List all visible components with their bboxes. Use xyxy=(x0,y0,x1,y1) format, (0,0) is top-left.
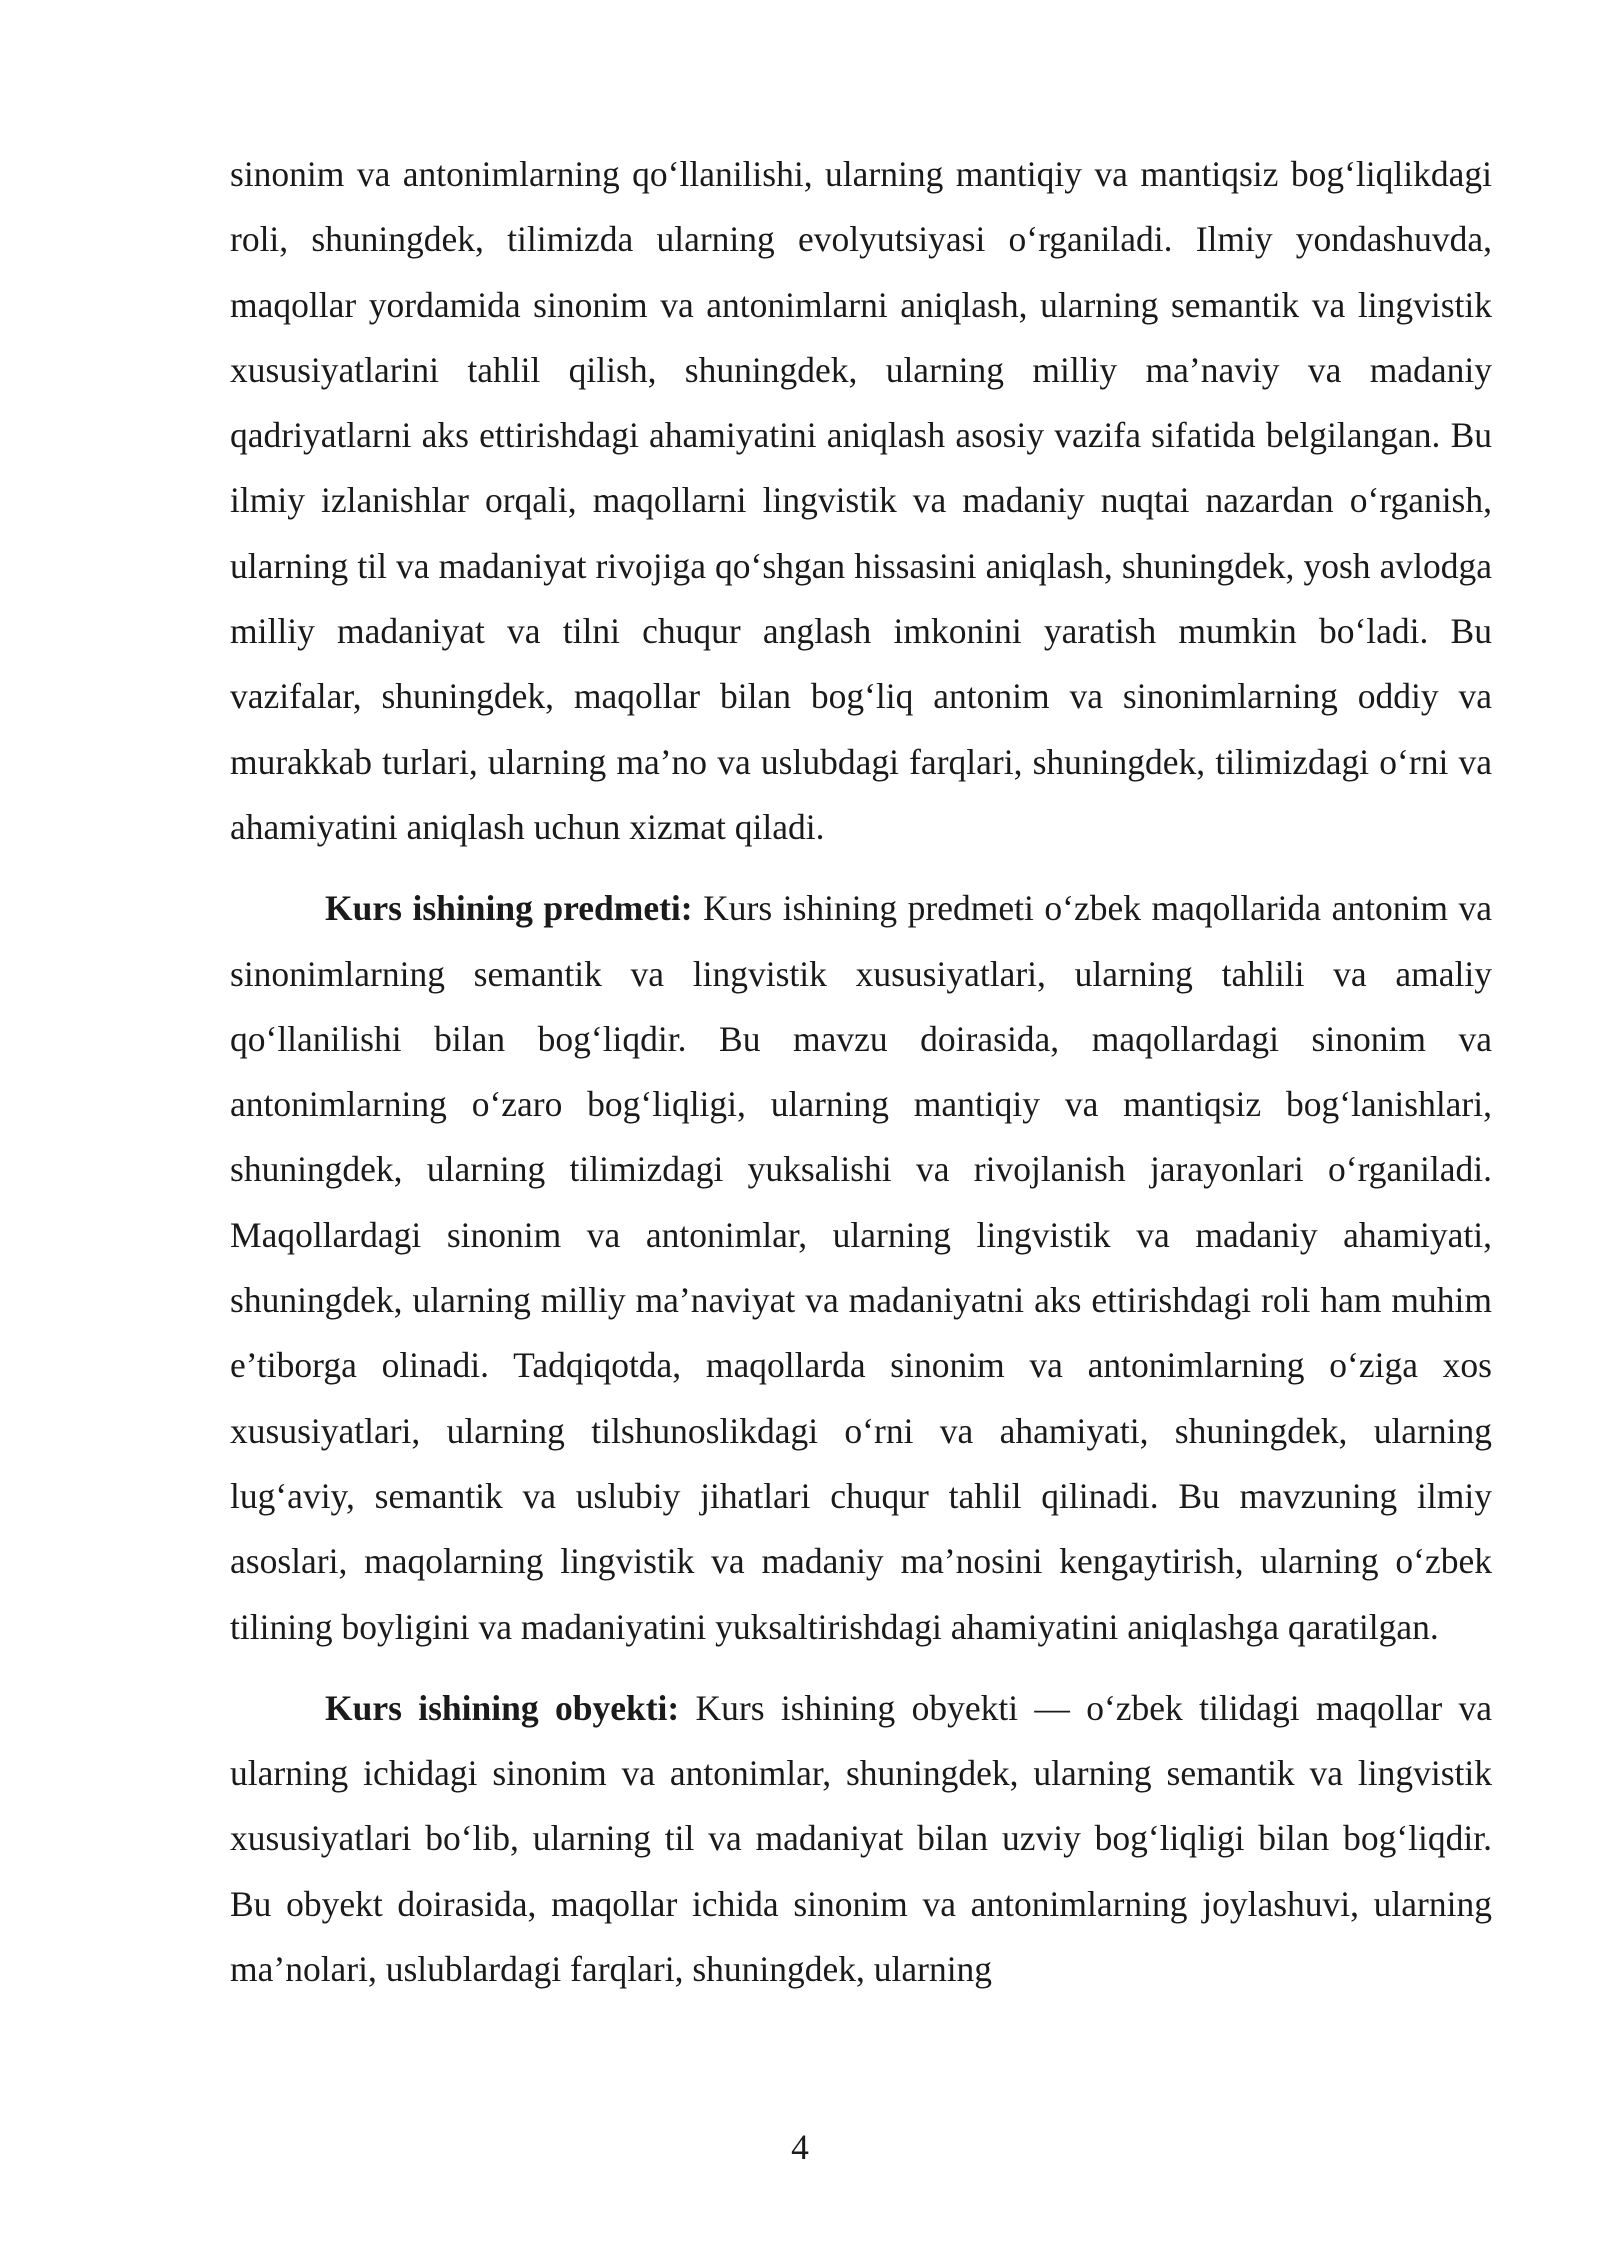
paragraph-text: Kurs ishining predmeti o‘zbek maqollarida antonim va sinonimlarning semantik va lingvistik xususiyatlari, ularning tahlili va amaliy qo‘llanilishi bilan bog‘liqdir. Bu mavzu doirasida, maqollardagi sinonim va antonimlarning o‘zaro bog‘liqligi, ularning mantiqiy va mantiqsiz bog‘lanishlari, shuningdek, ularning tilimizdagi yuksalishi va rivojlanish jarayonlari o‘rganiladi. Maqollardagi sinonim va antonimlar, ularning lingvistik va madaniy ahamiyati, shuningdek, ularning milliy ma’naviyat va madaniyatni aks ettirishdagi roli ham muhim e’tiborga olinadi. Tadqiqotda, maqollarda sinonim va antonimlarning o‘ziga xos xususiyatlari, ularning tilshunoslikdagi o‘rni va ahamiyati, shuningdek, ularning lug‘aviy, semantik va uslubiy jihatlari chuqur tahlil qilinadi. Bu mavzuning ilmiy asoslari, maqolarning lingvistik va madaniy ma’nosini kengaytirish, ularning o‘zbek tilining boyligini va madaniyatini yuksaltirishdagi ahamiyatini aniqlashga qaratilgan. xyxy=(230,888,1492,1647)
page-number: 4 xyxy=(791,2127,809,2167)
section-heading-object: Kurs ishining obyekti: xyxy=(325,1687,680,1728)
section-heading-subject: Kurs ishining predmeti: xyxy=(325,888,693,929)
paragraph-text: sinonim va antonimlarning qo‘llanilishi, ularning mantiqiy va mantiqsiz bog‘liqlikdagi roli, shuningdek, tilimizda ularning evolyutsiyasi o‘rganiladi. Ilmiy yondashuvda, maqollar yordamida sinonim va antonimlarni aniqlash, ularning semantik va lingvistik xususiyatlarini tahlil qilish, shuningdek, ularning milliy ma’naviy va madaniy qadriyatlarni aks ettirishdagi ahamiyatini aniqlash asosiy vazifa sifatida belgilangan. Bu ilmiy izlanishlar orqali, maqollarni lingvistik va madaniy nuqtai nazardan o‘rganish, ularning til va madaniyat rivojiga qo‘shgan hissasini aniqlash, shuningdek, yosh avlodga milliy madaniyat va tilni chuqur anglash imkonini yaratish mumkin bo‘ladi. Bu vazifalar, shuningdek, maqollar bilan bog‘liq antonim va sinonimlarning oddiy va murakkab turlari, ularning ma’no va uslubdagi farqlari, shuningdek, tilimizdagi o‘rni va ahamiyatini aniqlash uchun xizmat qiladi. xyxy=(230,154,1492,847)
paragraph-text: Kurs ishining obyekti — o‘zbek tilidagi maqollar va ularning ichidagi sinonim va antonimlar, shuningdek, ularning semantik va lingvistik xususiyatlari bo‘lib, ularning til va madaniyat bilan uzviy bog‘liqligi bilan bog‘liqdir. Bu obyekt doirasida, maqollar ichida sinonim va antonimlarning joylashuvi, ularning ma’nolari, uslublardagi farqlari, shuningdek, ularning xyxy=(230,1687,1492,1990)
document-page xyxy=(230,142,1492,2018)
paragraph-continuation xyxy=(230,142,1492,860)
paragraph-course-object xyxy=(230,1676,1492,2002)
paragraph-course-subject xyxy=(230,876,1492,1660)
